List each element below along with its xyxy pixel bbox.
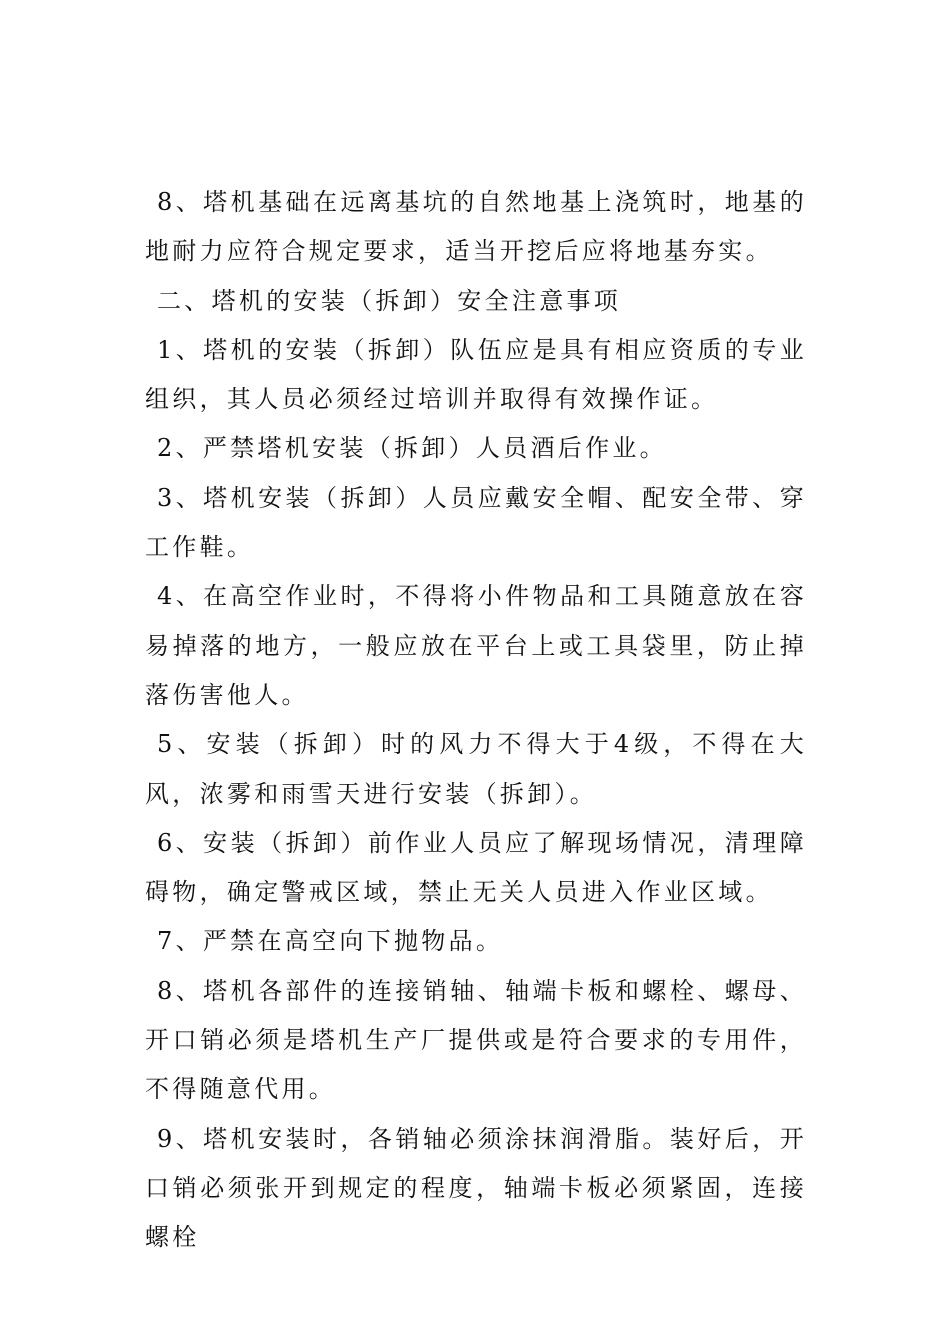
paragraph-item-4: 4、在高空作业时，不得将小件物品和工具随意放在容易掉落的地方，一般应放在平台上或工具袋里，防止掉落伤害他人。 xyxy=(145,582,807,709)
document-body xyxy=(145,178,807,1263)
paragraph-item-9: 9、塔机安装时，各销轴必须涂抹润滑脂。装好后，开口销必须张开到规定的程度，轴端卡板必须紧固，连接螺栓 xyxy=(145,1124,807,1252)
paragraph-item-8: 8、塔机各部件的连接销轴、轴端卡板和螺栓、螺母、开口销必须是塔机生产厂提供或是符合要求的专用件，不得随意代用。 xyxy=(145,976,807,1104)
section-heading-installation-safety: 二、塔机的安装（拆卸）安全注意事项 xyxy=(157,286,622,315)
paragraph-item-5: 5、安装（拆卸）时的风力不得大于4级，不得在大风，浓雾和雨雪天进行安装（拆卸）。 xyxy=(145,730,807,808)
paragraph-item-8-foundation: 8、塔机基础在远离基坑的自然地基上浇筑时，地基的地耐力应符合规定要求，适当开挖后应将地基夯实。 xyxy=(145,188,807,266)
paragraph-item-1: 1、塔机的安装（拆卸）队伍应是具有相应资质的专业组织，其人员必须经过培训并取得有效操作证。 xyxy=(145,335,807,414)
paragraph-item-2: 2、严禁塔机安装（拆卸）人员酒后作业。 xyxy=(157,434,667,463)
paragraph-item-6: 6、安装（拆卸）前作业人员应了解现场情况，清理障碍物，确定警戒区域，禁止无关人员进入作业区域。 xyxy=(145,828,807,907)
paragraph-item-7: 7、严禁在高空向下抛物品。 xyxy=(157,927,504,956)
paragraph-item-3: 3、塔机安装（拆卸）人员应戴安全帽、配安全带、穿工作鞋。 xyxy=(145,483,807,562)
